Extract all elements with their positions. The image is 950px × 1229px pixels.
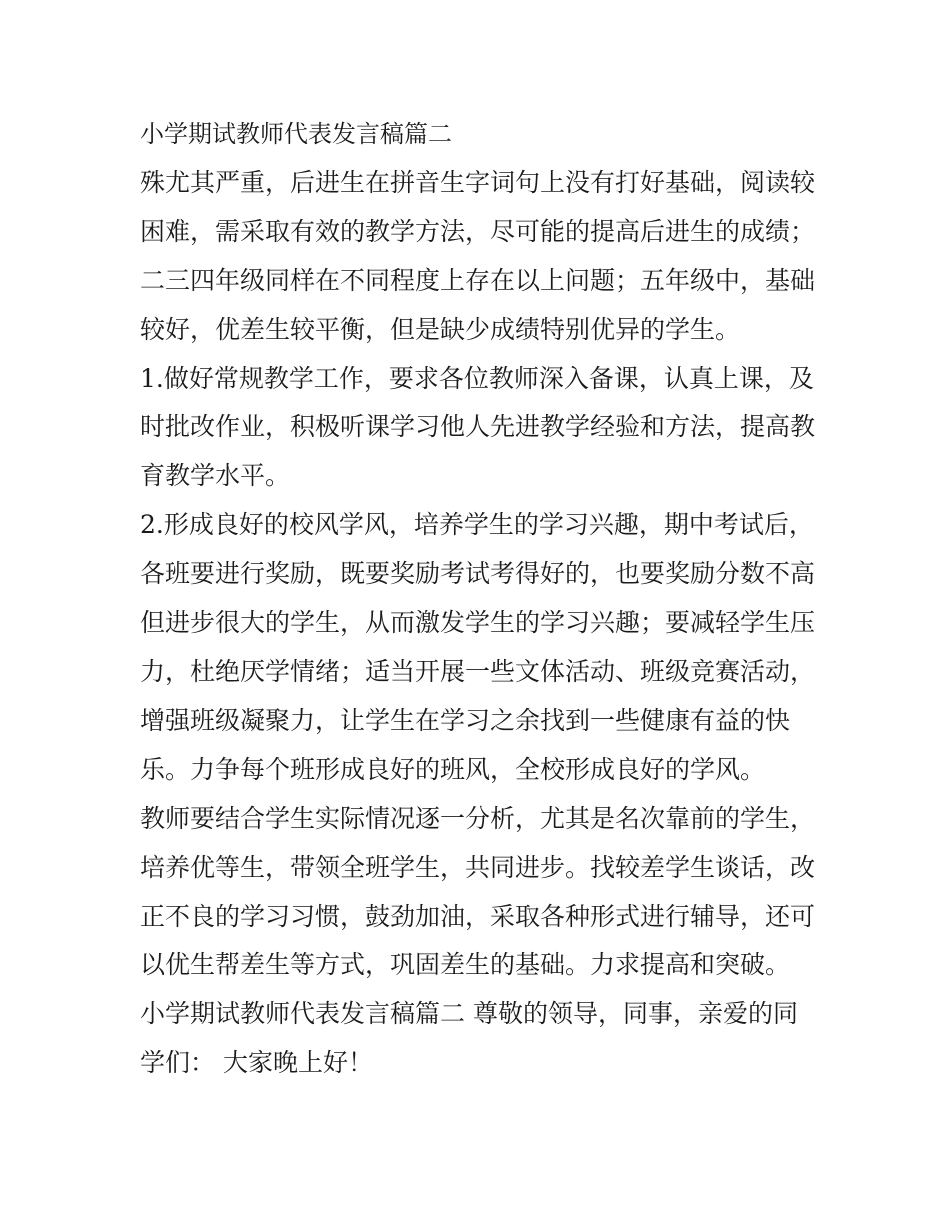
paragraph-2 bbox=[140, 355, 820, 502]
text-line: 教师要结合学生实际情况逐一分析，尤其是名次靠前的学生， bbox=[140, 803, 816, 833]
paragraph-1 bbox=[140, 159, 820, 355]
text-line: 困难，需采取有效的教学方法，尽可能的提高后进生的成绩； bbox=[140, 216, 816, 246]
text-line: 但进步很大的学生，从而激发学生的学习兴趣；要减轻学生压 bbox=[140, 608, 816, 638]
text-line: 1.做好常规教学工作，要求各位教师深入备课，认真上课，及 bbox=[140, 363, 814, 393]
text-line: 学们： 大家晚上好！ bbox=[140, 1048, 373, 1078]
text-line: 乐。力争每个班形成良好的班风，全校形成良好的学风。 bbox=[140, 754, 766, 784]
text-line: 培养优等生，带领全班学生，共同进步。找较差学生谈话，改 bbox=[140, 852, 816, 882]
document-body bbox=[140, 110, 820, 1088]
document-title: 小学期试教师代表发言稿篇二 bbox=[140, 120, 452, 148]
paragraph-3 bbox=[140, 501, 820, 794]
paragraph-5 bbox=[140, 990, 820, 1088]
text-line: 各班要进行奖励，既要奖励考试考得好的，也要奖励分数不高 bbox=[140, 559, 816, 589]
text-line: 较好，优差生较平衡，但是缺少成绩特别优异的学生。 bbox=[140, 314, 741, 344]
text-line: 小学期试教师代表发言稿篇二 尊敬的领导，同事，亲爱的同 bbox=[140, 999, 798, 1029]
text-line: 时批改作业，积极听课学习他人先进教学经验和方法，提高教 bbox=[140, 412, 816, 442]
paragraph-4 bbox=[140, 795, 820, 991]
text-line: 力，杜绝厌学情绪；适当开展一些文体活动、班级竞赛活动， bbox=[140, 656, 816, 686]
text-line: 以优生帮差生等方式，巩固差生的基础。力求提高和突破。 bbox=[140, 950, 791, 980]
text-line: 殊尤其严重，后进生在拼音生字词句上没有打好基础，阅读较 bbox=[140, 167, 816, 197]
text-line: 二三四年级同样在不同程度上存在以上问题；五年级中，基础 bbox=[140, 265, 816, 295]
text-line: 正不良的学习习惯，鼓劲加油，采取各种形式进行辅导，还可 bbox=[140, 901, 816, 931]
text-line: 增强班级凝聚力，让学生在学习之余找到一些健康有益的快 bbox=[140, 705, 791, 735]
text-line: 2.形成良好的校风学风，培养学生的学习兴趣，期中考试后， bbox=[140, 510, 814, 540]
text-line: 育教学水平。 bbox=[140, 461, 291, 491]
